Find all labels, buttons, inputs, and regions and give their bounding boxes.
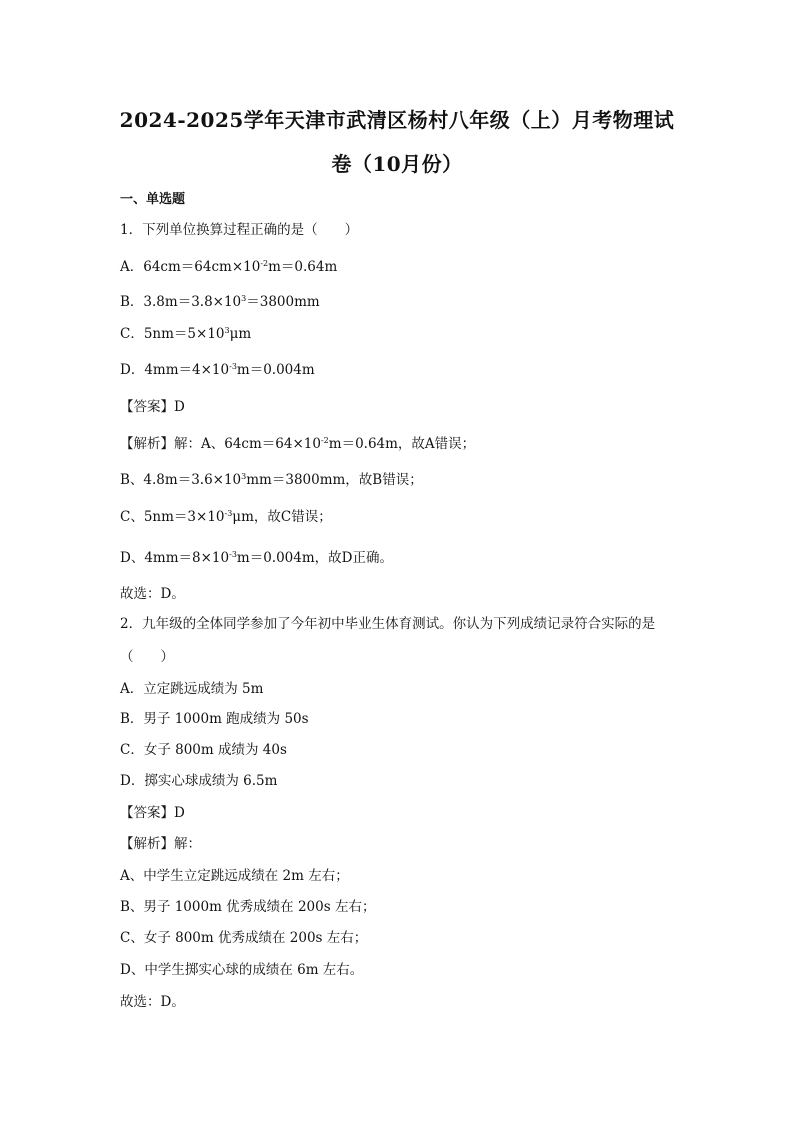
q1-option-d (120, 358, 315, 378)
q1-option-a (120, 255, 337, 275)
q2-analysis-a: A、中学生立定跳远成绩在 2m 左右； (120, 868, 349, 884)
q1-option-c-text: C．5nm＝5×10 (120, 326, 225, 342)
q1-analysis-a (120, 432, 475, 452)
q1-analysis-c (120, 505, 332, 525)
q2-analysis-d: D、中学生掷实心球的成绩在 6m 左右。 (120, 962, 364, 978)
q1-analysis-b (120, 468, 423, 488)
q2-stem-continued: （ ） (120, 649, 174, 665)
q1-option-b-exponent: 3 (241, 294, 247, 303)
q1-answer: 【答案】D (120, 399, 185, 415)
q1-analysis-c-tail: μm，故C错误； (232, 509, 332, 525)
q1-analysis-b-tail: mm＝3800mm，故B错误； (246, 472, 423, 488)
q1-analysis-d (120, 546, 393, 566)
q1-option-d-tail: m＝0.004m (236, 362, 315, 378)
q2-answer: 【答案】D (120, 805, 185, 821)
q2-analysis-c: C、女子 800m 优秀成绩在 200s 左右； (120, 930, 368, 946)
q1-analysis-d-tail: m＝0.004m，故D正确。 (236, 550, 393, 566)
q1-option-a-exponent: -2 (260, 259, 269, 268)
q1-analysis-d-text: D、4mm＝8×10 (120, 550, 230, 566)
document-title-line-1: 2024-2025学年天津市武清区杨村八年级（上）月考物理试 (119, 108, 675, 132)
q1-analysis-a-exponent: -2 (320, 436, 329, 445)
q1-option-d-exponent: -3 (229, 362, 237, 371)
section-heading: 一、单选题 (120, 192, 186, 207)
q1-conclusion: 故选：D。 (120, 586, 185, 602)
q1-option-a-text: A．64cm＝64cm×10 (120, 259, 261, 275)
q2-option-c: C．女子 800m 成绩为 40s (120, 742, 287, 758)
q1-option-b-text: B．3.8m＝3.8×10 (120, 294, 242, 310)
q1-option-b (120, 290, 320, 310)
q1-option-d-text: D．4mm＝4×10 (120, 362, 230, 378)
q1-analysis-b-text: B、4.8m＝3.6×10 (120, 472, 242, 488)
q1-analysis-b-exponent: 3 (241, 472, 247, 481)
document-title-line-2: 卷（10月份） (331, 152, 463, 176)
q2-option-b: B．男子 1000m 跑成绩为 50s (120, 711, 309, 727)
q1-option-a-tail: m＝0.64m (268, 259, 338, 275)
q2-conclusion: 故选：D。 (120, 994, 185, 1010)
q1-option-c-tail: μm (229, 326, 252, 342)
q2-option-d: D．掷实心球成绩为 6.5m (120, 773, 278, 789)
q1-option-c-exponent: 3 (224, 326, 230, 335)
q1-option-b-tail: ＝3800mm (246, 294, 320, 310)
q1-analysis-c-text: C、5nm＝3×10 (120, 509, 225, 525)
q1-analysis-a-text: 【解析】解：A、64cm＝64×10 (120, 436, 321, 452)
q1-analysis-d-exponent: -3 (229, 550, 237, 559)
q1-analysis-c-exponent: -3 (224, 509, 233, 518)
q2-analysis-heading: 【解析】解： (120, 836, 201, 852)
q2-stem: 2．九年级的全体同学参加了今年初中毕业生体育测试。你认为下列成绩记录符合实际的是 (120, 616, 656, 632)
q1-stem: 1．下列单位换算过程正确的是（ ） (120, 222, 359, 238)
q2-analysis-b: B、男子 1000m 优秀成绩在 200s 左右； (120, 899, 376, 915)
q1-option-c (120, 322, 251, 342)
q1-analysis-a-tail: m＝0.64m，故A错误； (328, 436, 476, 452)
q2-option-a: A．立定跳远成绩为 5m (120, 681, 264, 697)
